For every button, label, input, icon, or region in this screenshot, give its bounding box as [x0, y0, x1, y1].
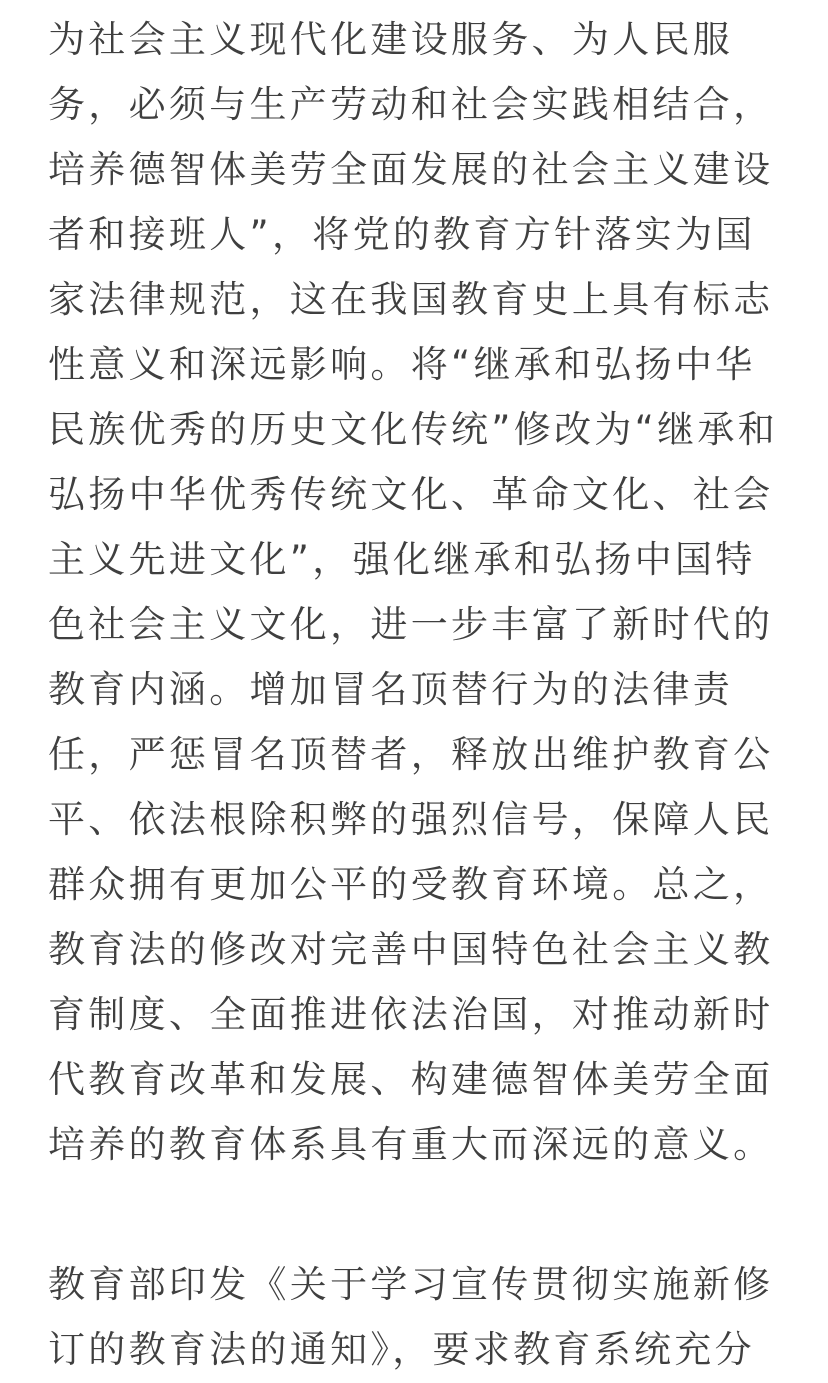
text-line: 群众拥有更加公平的受教育环境。总之，	[48, 863, 774, 906]
text-line: 主义先进文化”，强化继承和弘扬中国特	[48, 538, 756, 581]
text-line: 育制度、全面推进依法治国，对推动新时	[48, 993, 774, 1036]
text-line: 订的教育法的通知》，要求教育系统充分	[48, 1328, 755, 1371]
text-line: 民族优秀的历史文化传统”修改为“继承和	[48, 408, 779, 451]
text-line: 教育法的修改对完善中国特色社会主义教	[48, 928, 774, 971]
text-line: 色社会主义文化，进一步丰富了新时代的	[48, 603, 774, 646]
text-line: 务，必须与生产劳动和社会实践相结合，	[48, 83, 774, 126]
text-line: 性意义和深远影响。将“继承和弘扬中华	[48, 343, 756, 386]
text-line: 家法律规范，这在我国教育史上具有标志	[48, 278, 774, 321]
text-line: 教育部印发《关于学习宣传贯彻实施新修	[48, 1263, 774, 1306]
text-line: 者和接班人”，将党的教育方针落实为国	[48, 213, 756, 256]
text-line: 代教育改革和发展、构建德智体美劳全面	[48, 1058, 774, 1101]
text-line: 为社会主义现代化建设服务、为人民服	[48, 18, 734, 61]
text-line: 培养的教育体系具有重大而深远的意义。	[48, 1123, 774, 1166]
text-line: 培养德智体美劳全面发展的社会主义建设	[48, 148, 774, 191]
text-line: 任，严惩冒名顶替者，释放出维护教育公	[48, 733, 774, 776]
text-line: 教育内涵。增加冒名顶替行为的法律责	[48, 668, 734, 711]
text-line: 弘扬中华优秀传统文化、革命文化、社会	[48, 473, 774, 516]
text-line: 平、依法根除积弊的强烈信号，保障人民	[48, 798, 774, 841]
